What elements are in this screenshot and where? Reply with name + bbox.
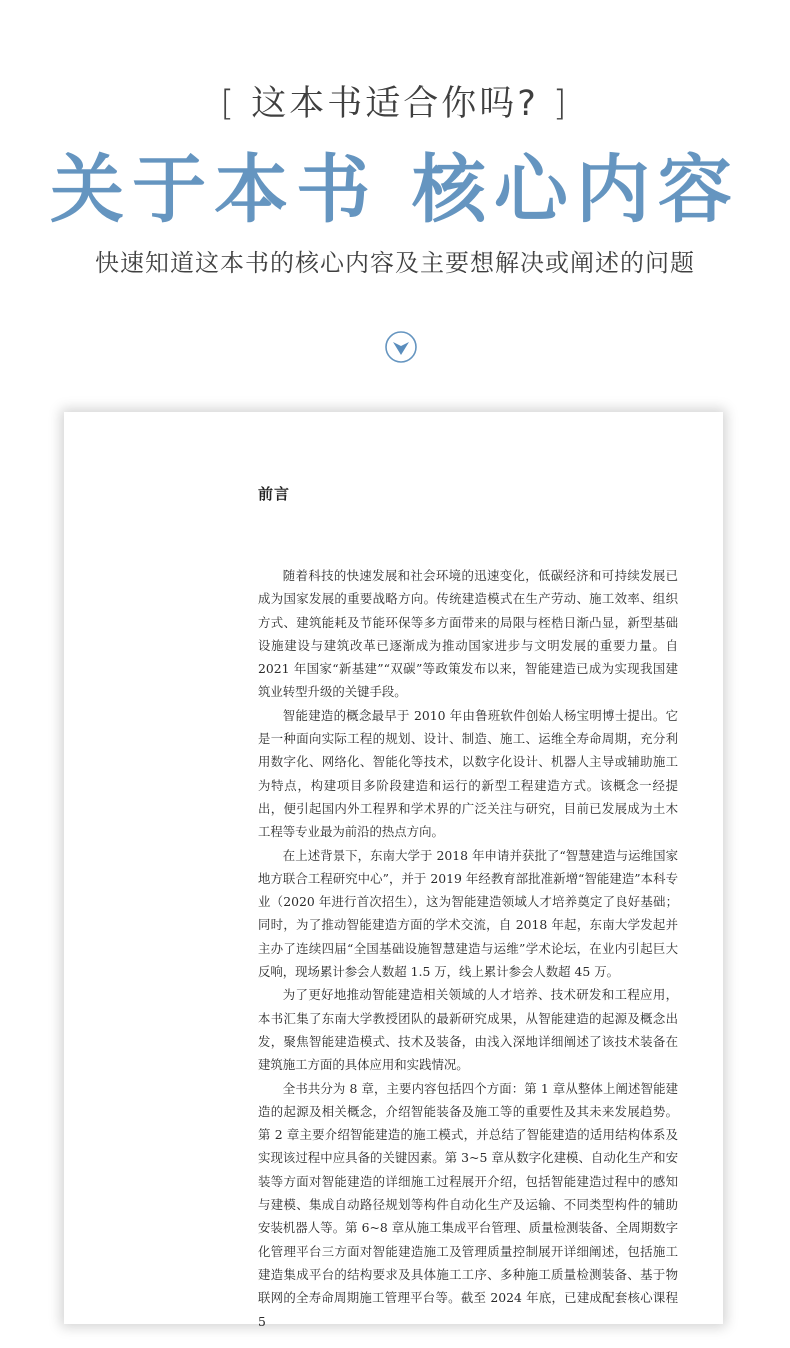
paragraph: 为了更好地推动智能建造相关领域的人才培养、技术研发和工程应用，本书汇集了东南大学教授团队的最新研究成果，从智能建造的起源及概念出发，聚焦智能建造模式、技术及装备，由浅入深地详细阐述了该技术装备在建筑施工方面的具体应用和实践情况。 [258,987,678,1073]
chevron-down-circle-icon [384,330,418,364]
paragraph: 随着科技的快速发展和社会环境的迅速变化，低碳经济和可持续发展已成为国家发展的重要战略方向。传统建造模式在生产劳动、施工效率、组织方式、建筑能耗及节能环保等多方面带来的局限与桎梏日渐凸显，新型基础设施建设与建筑改革已逐渐成为推动国家进步与文明发展的重要力量。自 2021 年国家“新基建”“双碳”等政策发布以来，智能建造已成为实现我国建筑业转型升级的关键手段。 [258,568,678,700]
section-subtitle: 快速知道这本书的核心内容及主要想解决或阐述的问题 [95,249,695,277]
kicker-open-bracket: [ [220,84,238,124]
kicker-close-bracket: ] [552,84,570,124]
kicker-text: 这本书适合你吗? [251,84,539,124]
section-headline: 关于本书 核心内容 [50,147,740,233]
paragraph: 全书共分为 8 章，主要内容包括四个方面：第 1 章从整体上阐述智能建造的起源及相关概念，介绍智能装备及施工等的重要性及其未来发展趋势。第 2 章主要介绍智能建造的施工模式，并总结了智能建造的适用结构体系及实现该过程中应具备的关键因素。第 3~5 章从数字化建模、自动化生产和安装等方面对智能建造的详细施工过程展开介绍，包括智能建造过程中的感知与建模、集成自动路径规划等构件自动化生产及运输、不同类型构件的辅助安装机器人等。第 6~8 章从施工集成平台管理、质量检测装备、全周期数字化管理平台三方面对智能建造施工及管理质量控制展开详细阐述，包括施工建造集成平台的结构要求及具体施工工序、多种施工质量检测装备、基于物联网的全寿命周期施工管理平台等。截至 2024 年底，已建成配套核心课程 5 [258,1080,678,1329]
book-page-preview [64,412,723,1329]
page-title: 前言 [258,485,291,503]
paragraph: 在上述背景下，东南大学于 2018 年申请并获批了“智慧建造与运维国家地方联合工程研究中心”，并于 2019 年经教育部批准新增“智能建造”本科专业（2020 年进行首次招生），这为智能建造领域人才培养奠定了良好基础；同时，为了推动智能建造方面的学术交流，自 2018 年起，东南大学发起并主办了连续四届“全国基础设施智慧建造与运维”学术论坛，在业内引起巨大反响，现场累计参会人数超 1.5 万，线上累计参会人数超 45 万。 [258,847,678,980]
preface-body [258,564,678,1333]
paragraph: 智能建造的概念最早于 2010 年由鲁班软件创始人杨宝明博士提出。它是一种面向实际工程的规划、设计、制造、施工、运维全寿命周期，充分利用数字化、网络化、智能化等技术，以数字化设计、机器人主导或辅助施工为特点，构建项目多阶段建造和运行的新型工程建造方式。该概念一经提出，便引起国内外工程界和学术界的广泛关注与研究，目前已发展成为土木工程等专业最为前沿的热点方向。 [258,707,678,840]
section-kicker [0,82,790,126]
